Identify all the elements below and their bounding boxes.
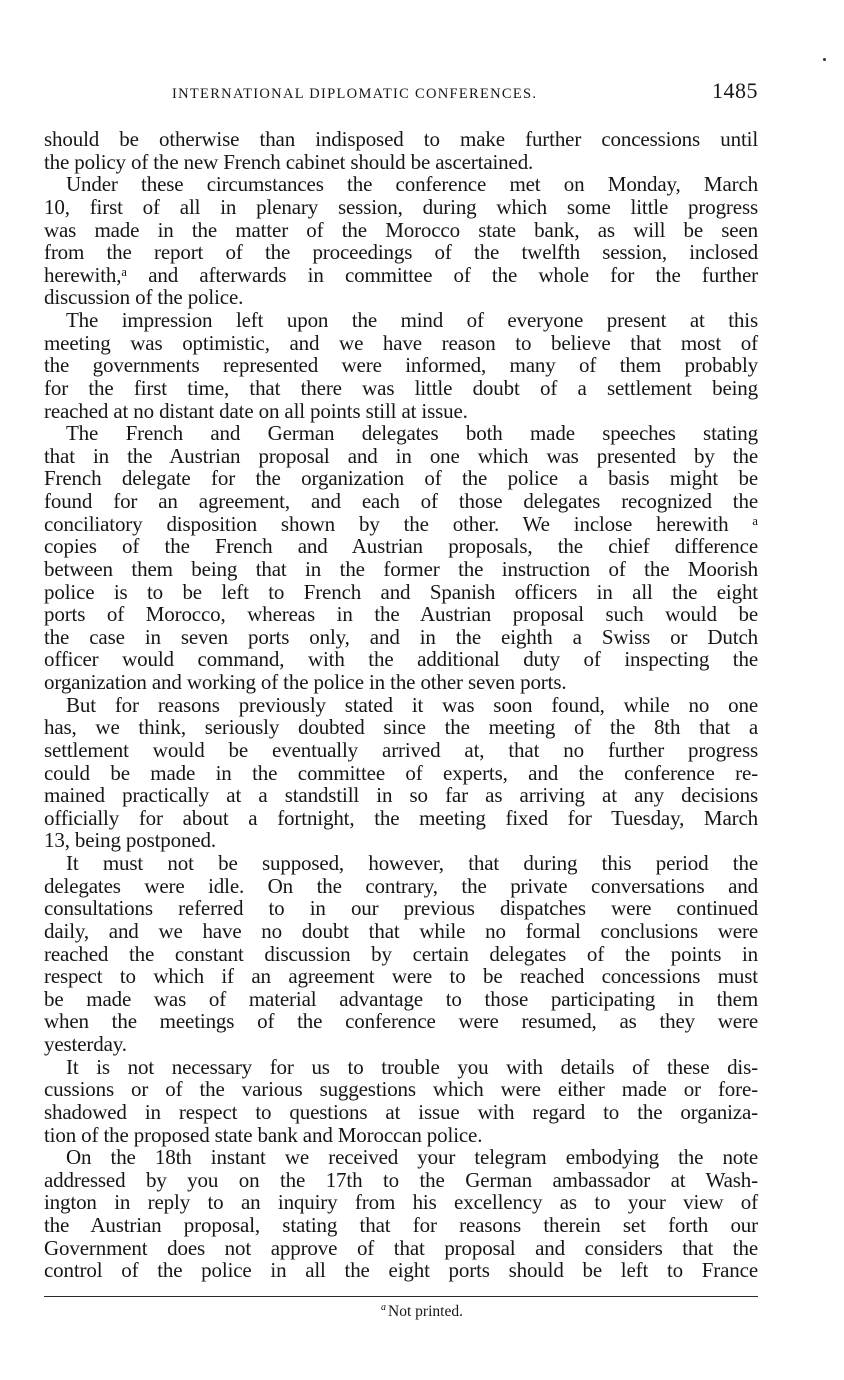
footnote-text: Not printed. [388,1303,463,1320]
text-line: respect to which if an agreement were to be reached concessions must [44,964,758,989]
text-line: settlement would be eventually arrived at, that no further progress [44,737,758,762]
text-line: has, we think, seriously doubted since the meeting of the 8th that a [44,715,758,740]
text-line: mained practically at a standstill in so far as arriving at any decisions [44,783,758,808]
text-line: addressed by you on the 17th to the German ambassador at Wash- [44,1167,758,1192]
text-line: the governments represented were informed, many of them probably [44,353,758,378]
text-line: consultations referred to in our previous dispatches were continued [44,896,758,921]
text-line: 10, first of all in plenary session, during which some little progress [44,194,758,219]
text-line: should be otherwise than indisposed to make further concessions until [44,127,758,151]
margin-speck [823,58,826,61]
text-line: The impression left upon the mind of everyone present at this [66,308,758,332]
text-line: officer would command, with the additional duty of inspecting the [44,647,758,672]
text-line: officially for about a fortnight, the meeting fixed for Tuesday, March [44,805,758,830]
text-line: organization and working of the police in the other seven ports. [44,670,567,694]
text-line: yesterday. [44,1032,127,1056]
text-line: for the first time, that there was little doubt of a settlement being [44,375,758,400]
text-line: But for reasons previously stated it was soon found, while no one [66,692,758,717]
text-line: the policy of the new French cabinet should be ascertained. [44,149,534,174]
body-text [44,128,758,1282]
text-line: copies of the French and Austrian proposals, the chief difference [44,534,758,559]
text-line: On the 18th instant we received your telegram embodying the note [66,1145,758,1170]
text-line: tion of the proposed state bank and Moroccan police. [44,1122,483,1147]
text-line: French delegate for the organization of the police a basis might be [44,466,758,491]
text-line: 13, being postponed. [44,828,216,853]
text-line: reached the constant discussion by certain delegates of the points in [44,941,758,966]
text-line: meeting was optimistic, and we have reason to believe that most of [44,330,758,355]
text-line: from the report of the proceedings of the twelfth session, inclosed [44,240,758,265]
text-line: could be made in the committee of experts, and the conference re- [44,760,758,785]
text-line: ington in reply to an inquiry from his excellency as to your view of [44,1190,758,1215]
text-line: police is to be left to French and Spanish officers in all the eight [44,579,758,604]
footnote-marker: a [381,1302,387,1313]
text-line: The French and German delegates both made speeches stating [66,421,758,446]
text-line: between them being that in the former the instruction of the Moorish [44,556,758,581]
text-line: discussion of the police. [44,285,244,310]
text-line: cussions or of the various suggestions which were either made or fore- [44,1077,758,1102]
text-line: found for an agreement, and each of those delegates recognized the [44,489,758,513]
text-line: delegates were idle. On the contrary, the private conversations and [44,873,758,898]
text-line: was made in the matter of the Morocco state bank, as will be seen [44,217,758,242]
text-line: that in the Austrian proposal and in one which was presented by the [44,443,758,468]
text-line: ports of Morocco, whereas in the Austrian proposal such would be [44,602,758,627]
footnote [0,1302,844,1321]
text-line: when the meetings of the conference were resumed, as they were [44,1009,758,1034]
text-line: It must not be supposed, however, that during this period the [66,851,758,875]
text-line: shadowed in respect to questions at issue with regard to the organiza- [44,1099,758,1124]
text-line: conciliatory disposition shown by the other. We inclose herewith ᵃ [44,511,758,536]
text-line: Government does not approve of that proposal and considers that the [44,1235,758,1260]
text-line: reached at no distant date on all points still at issue. [44,398,468,423]
text-line: herewith,ᵃ and afterwards in committee of the whole for the further [44,262,758,287]
text-line: daily, and we have no doubt that while no formal conclusions were [44,918,758,943]
text-line: the case in seven ports only, and in the eighth a Swiss or Dutch [44,624,758,649]
page-number: 1485 [712,78,758,103]
text-line: control of the police in all the eight ports should be left to France [44,1258,758,1283]
running-title: INTERNATIONAL DIPLOMATIC CONFERENCES. [172,86,538,102]
text-line: be made was of material advantage to those participating in them [44,986,758,1011]
text-line: the Austrian proposal, stating that for reasons therein set forth our [44,1213,758,1237]
running-head [44,78,758,108]
footnote-rule [44,1296,758,1297]
text-line: It is not necessary for us to trouble you with details of these dis- [66,1054,758,1079]
text-line: Under these circumstances the conference met on Monday, March [66,172,758,197]
